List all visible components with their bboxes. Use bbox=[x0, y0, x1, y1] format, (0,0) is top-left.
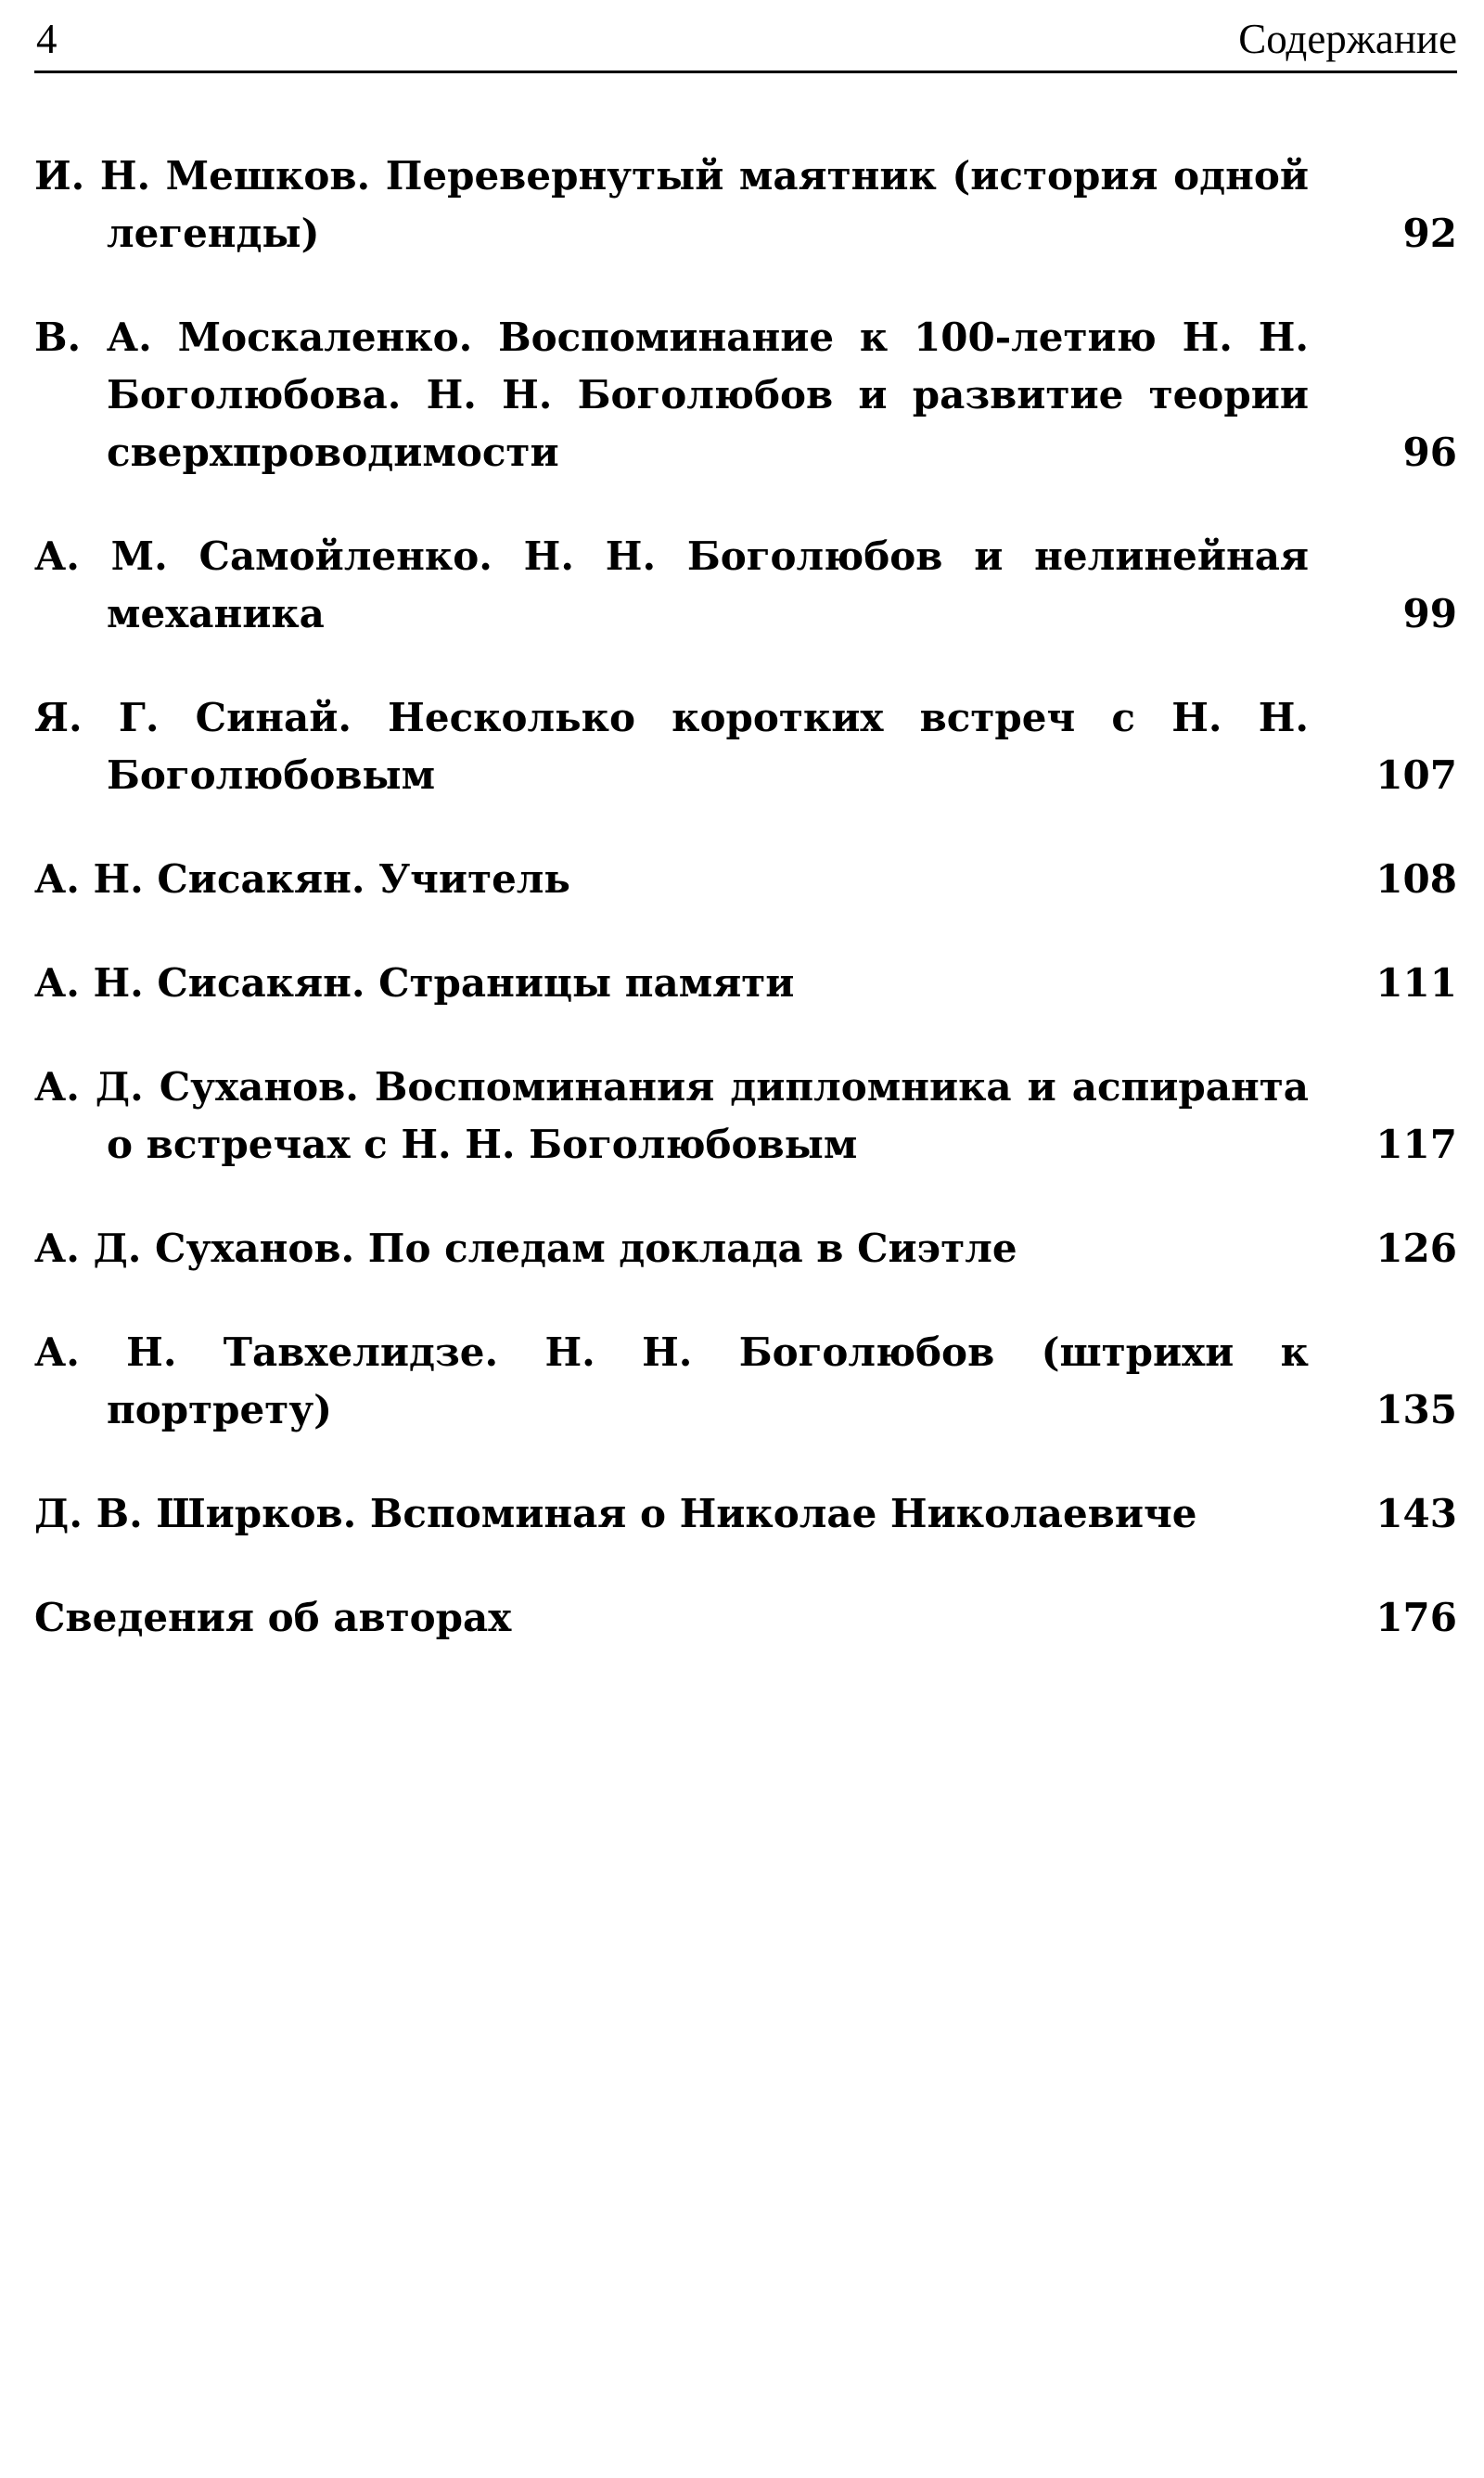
toc-entry bbox=[34, 309, 1457, 481]
toc-entry-page: 111 bbox=[1375, 960, 1457, 1006]
toc-entry bbox=[34, 955, 1457, 1012]
toc-entry-title: А. Н. Сисакян. Учитель bbox=[34, 856, 570, 902]
toc-entry-title: И. Н. Мешков. Перевернутый маятник (история одной легенды) bbox=[34, 153, 1309, 256]
toc-entry-title: А. М. Самойленко. Н. Н. Боголюбов и нелинейная механика bbox=[34, 533, 1309, 636]
toc-entry-page: 96 bbox=[1402, 430, 1457, 475]
toc-entry-title: В. А. Москаленко. Воспоминание к 100-летию Н. Н. Боголюбова. Н. Н. Боголюбов и развитие теории сверхпроводимости bbox=[34, 315, 1309, 475]
toc-entry-page: 135 bbox=[1375, 1387, 1457, 1432]
toc-entry-title: Я. Г. Синай. Несколько коротких встреч с Н. Н. Боголюбовым bbox=[34, 695, 1309, 798]
toc-entry-page: 108 bbox=[1375, 856, 1457, 902]
toc-entry-page: 92 bbox=[1402, 211, 1457, 256]
toc-entry bbox=[34, 1059, 1457, 1174]
toc-entry bbox=[34, 1589, 1457, 1647]
toc-entry-title: А. Д. Суханов. По следам доклада в Сиэтле bbox=[34, 1226, 1017, 1271]
document-page bbox=[34, 0, 1457, 1693]
toc-entry-page: 117 bbox=[1375, 1122, 1457, 1167]
toc-entry bbox=[34, 1324, 1457, 1439]
toc-entry bbox=[34, 148, 1457, 263]
toc-entry bbox=[34, 1220, 1457, 1278]
toc-entry-title: Сведения об авторах bbox=[34, 1595, 512, 1640]
toc-entry-page: 126 bbox=[1375, 1226, 1457, 1271]
toc-entry-title: Д. В. Ширков. Вспоминая о Николае Николаевиче bbox=[34, 1491, 1197, 1536]
toc-entry bbox=[34, 689, 1457, 804]
running-header bbox=[34, 0, 1457, 73]
toc-entry-page: 107 bbox=[1375, 752, 1457, 798]
toc-entry-page: 99 bbox=[1402, 591, 1457, 636]
toc-entry bbox=[34, 1485, 1457, 1543]
section-title: Содержание bbox=[1238, 16, 1457, 62]
page-number: 4 bbox=[36, 16, 58, 62]
toc-entry-title: А. Н. Тавхелидзе. Н. Н. Боголюбов (штрихи к портрету) bbox=[34, 1329, 1309, 1432]
table-of-contents bbox=[34, 148, 1457, 1647]
toc-entry-page: 143 bbox=[1375, 1491, 1457, 1536]
toc-entry-title: А. Н. Сисакян. Страницы памяти bbox=[34, 960, 795, 1006]
toc-entry-title: А. Д. Суханов. Воспоминания дипломника и аспиранта о встречах с Н. Н. Боголюбовым bbox=[34, 1064, 1309, 1167]
toc-entry bbox=[34, 528, 1457, 643]
toc-entry-page: 176 bbox=[1375, 1595, 1457, 1640]
toc-entry bbox=[34, 851, 1457, 908]
